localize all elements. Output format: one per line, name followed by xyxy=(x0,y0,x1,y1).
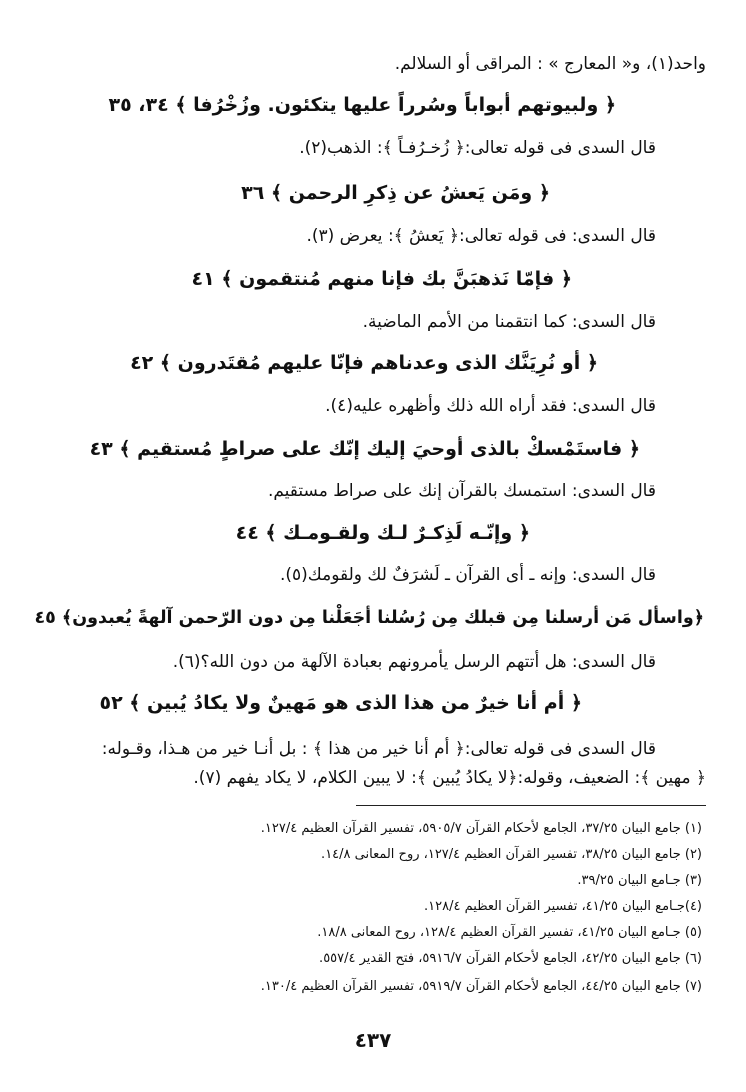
verse-line: ﴿ أو نُرِيَنَّك الذى وعدناهم فإنّا عليهم مُقتَدرون ﴾ ٤٢ xyxy=(130,352,598,374)
verse-line: ﴿ فاستَمْسكْ بالذى أوحيَ إليك إنّك على صراطٍ مُستقيم ﴾ ٤٣ xyxy=(89,438,640,460)
footnote: (٣) جـامع البيان ٣٩/٢٥. xyxy=(577,873,702,888)
body-line: قال السدى: استمسك بالقرآن إنك على صراط مستقيم. xyxy=(267,481,656,501)
footnote: (١) جامع البيان ٣٧/٢٥، الجامع لأحكام القرآن ٥٩٠٥/٧، تفسير القرآن العظيم ١٢٧/٤. xyxy=(260,821,702,836)
footnote: (٦) جامع البيان ٤٢/٢٥، الجامع لأحكام القرآن ٥٩١٦/٧، فتح القدير ٥٥٧/٤. xyxy=(319,951,702,966)
verse-line: ﴿ وإنّـه لَذِكـرٌ لـك ولقـومـك ﴾ ٤٤ xyxy=(235,522,530,544)
verse-line: ﴿ فإمّا نَذهبَنَّ بك فإنا منهم مُنتقمون ﴾ ٤١ xyxy=(191,268,572,290)
body-line: قال السدى: فى قوله تعالى:﴿ يَعشُ ﴾: يعرض (٣). xyxy=(306,226,656,246)
verse-line: ﴿ ومَن يَعشُ عن ذِكرِ الرحمن ﴾ ٣٦ xyxy=(241,182,550,204)
footnote-divider xyxy=(356,805,706,806)
verse-line: ﴿ ولبيوتهم أبواباً وسُرراً عليها يتكئون. وزُخْرُفا ﴾ ٣٤، ٣٥ xyxy=(108,94,616,116)
body-line: قال السدى: هل أتتهم الرسل يأمرونهم بعبادة الآلهة من دون الله؟(٦). xyxy=(172,652,656,672)
body-line: قال السدى فى قوله تعالى:﴿ زُخـرُفـاً ﴾: الذهب(٢). xyxy=(299,138,656,158)
page-number: ٤٣٧ xyxy=(354,1028,392,1052)
verse-line: ﴿واسأل مَن أرسلنا مِن قبلك مِن رُسُلنا أجَعَلْنا مِن دون الرّحمن آلهةً يُعبدون﴾ ٤٥ xyxy=(34,608,704,628)
verse-line: ﴿ أم أنا خيرٌ من هذا الذى هو مَهينٌ ولا يكادُ يُبين ﴾ ٥٢ xyxy=(99,692,582,714)
footnote: (٢) جامع البيان ٣٨/٢٥، تفسير القرآن العظيم ١٢٧/٤، روح المعانى ١٤/٨. xyxy=(321,847,702,862)
body-line: قال السدى: كما انتقمنا من الأمم الماضية. xyxy=(362,312,656,332)
body-line: ﴿ مهين ﴾: الضعيف، وقوله:﴿لا يكادُ يُبين ﴾: لا يبين الكلام، لا يكاد يفهم (٧). xyxy=(193,768,706,788)
body-line: واحد(١)، و« المعارج » : المراقى أو السلالم. xyxy=(394,54,706,74)
footnote: (٧) جامع البيان ٤٤/٢٥، الجامع لأحكام القرآن ٥٩١٩/٧، تفسير القرآن العظيم ١٣٠/٤. xyxy=(260,979,702,994)
body-line: قال السدى: فقد أراه الله ذلك وأظهره عليه(٤). xyxy=(325,396,656,416)
footnote: (٥) جـامع البيان ٤١/٢٥، تفسير القرآن العظيم ١٢٨/٤، روح المعانى ١٨/٨. xyxy=(317,925,702,940)
body-line: قال السدى: وإنه ـ أى القرآن ـ لَشرَفٌ لك ولقومك(٥). xyxy=(279,565,656,585)
footnote: (٤)جـامع البيان ٤١/٢٥، تفسير القرآن العظيم ١٢٨/٤. xyxy=(424,899,702,914)
body-line: قال السدى فى قوله تعالى:﴿ أم أنا خير من هذا ﴾ : بل أنـا خير من هـذا، وقـوله: xyxy=(101,739,656,759)
